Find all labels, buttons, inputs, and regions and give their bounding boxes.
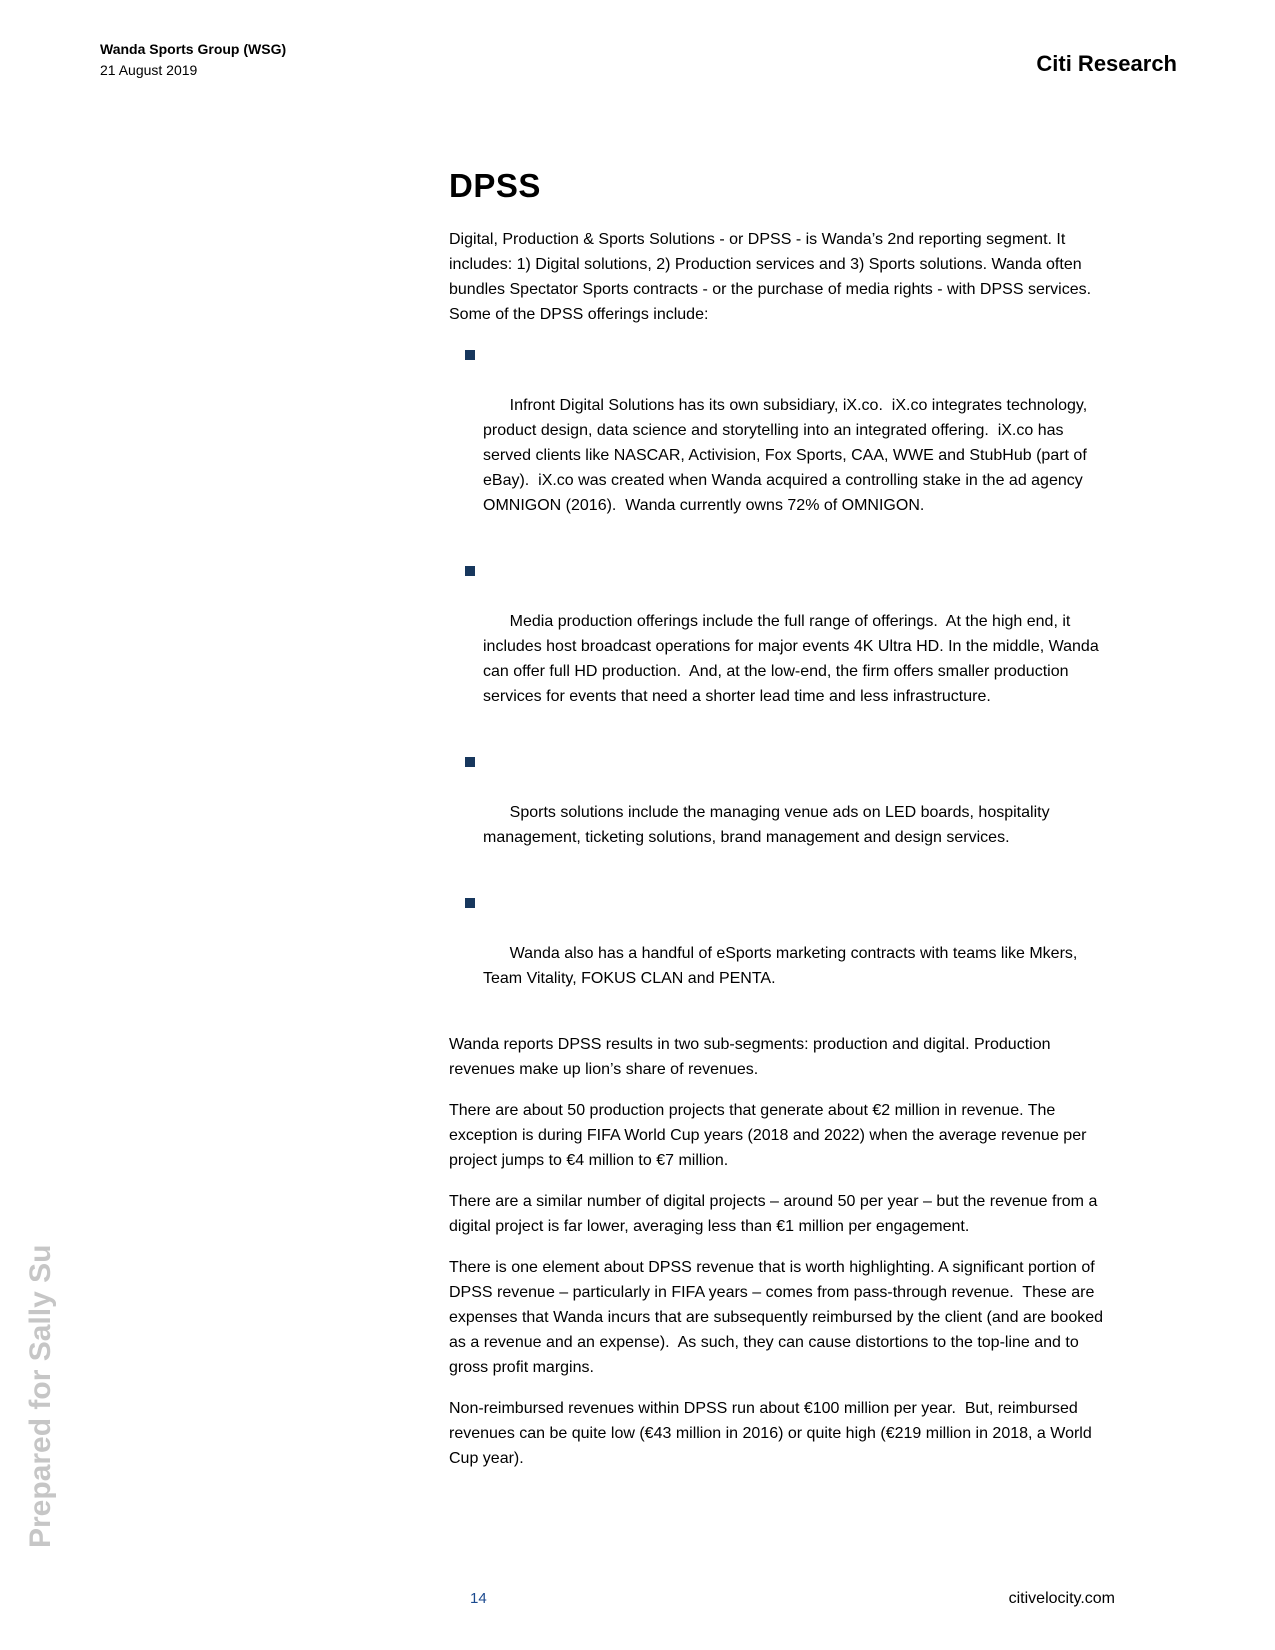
body-paragraph: There is one element about DPSS revenue that is worth highlighting. A significant portion of DPSS revenue – particularly in FIFA years – comes from pass-through revenue. These are expenses that Wanda incurs that are subsequently reimbursed by the client (and are booked as a revenue and an expense). As such, they can cause distortions to the top-line and to gross profit margins. bbox=[449, 1259, 1108, 1376]
page-number: 14 bbox=[470, 1590, 487, 1607]
prepared-for-watermark: Prepared for Sally Su bbox=[24, 1244, 57, 1548]
bullet-list bbox=[449, 343, 1115, 1016]
bullet-item bbox=[449, 891, 1115, 1016]
intro-paragraph: Digital, Production & Sports Solutions - or DPSS - is Wanda’s 2nd reporting segment. It includes: 1) Digital solutions, 2) Production services and 3) Sports solutions. Wanda often bundles Spectator Sports contracts - or the purchase of media rights - with DPSS services. Some of the DPSS offerings include: bbox=[449, 231, 1096, 323]
company-name: Wanda Sports Group (WSG) bbox=[100, 41, 287, 57]
document-body bbox=[449, 166, 1115, 1487]
research-brand: Citi Research bbox=[1036, 51, 1177, 76]
body-paragraph: There are a similar number of digital projects – around 50 per year – but the revenue from a digital project is far lower, averaging less than €1 million per engagement. bbox=[449, 1193, 1102, 1235]
bullet-text: Wanda also has a handful of eSports marketing contracts with teams like Mkers, Team Vitality, FOKUS CLAN and PENTA. bbox=[483, 945, 1082, 987]
bullet-item bbox=[449, 343, 1115, 543]
bullet-square-icon bbox=[465, 566, 475, 576]
bullet-square-icon bbox=[465, 350, 475, 360]
bullet-text: Sports solutions include the managing venue ads on LED boards, hospitality management, ticketing solutions, brand management and design services. bbox=[483, 804, 1055, 846]
body-paragraph: There are about 50 production projects that generate about €2 million in revenue. The exception is during FIFA World Cup years (2018 and 2022) when the average revenue per project jumps to €4 million to €7 million. bbox=[449, 1102, 1091, 1169]
bullet-item bbox=[449, 559, 1115, 734]
body-paragraph: Non-reimbursed revenues within DPSS run about €100 million per year. But, reimbursed revenues can be quite low (€43 million in 2016) or quite high (€219 million in 2018, a World Cup year). bbox=[449, 1400, 1097, 1467]
bullet-text: Media production offerings include the full range of offerings. At the high end, it includes host broadcast operations for major events 4K Ultra HD. In the middle, Wanda can offer full HD production. And, at the low-end, the firm offers smaller production services for events that need a shorter lead time and less infrastructure. bbox=[483, 613, 1104, 705]
footer-site-link[interactable]: citivelocity.com bbox=[1008, 1590, 1115, 1607]
body-paragraph: Wanda reports DPSS results in two sub-segments: production and digital. Production revenues make up lion’s share of revenues. bbox=[449, 1036, 1055, 1078]
report-header bbox=[100, 39, 286, 81]
page-title: DPSS bbox=[449, 167, 541, 204]
bullet-square-icon bbox=[465, 757, 475, 767]
bullet-text: Infront Digital Solutions has its own subsidiary, iX.co. iX.co integrates technology, product design, data science and storytelling into an integrated offering. iX.co has served clients like NASCAR, Activision, Fox Sports, CAA, WWE and StubHub (part of eBay). iX.co was created when Wanda acquired a controlling stake in the ad agency OMNIGON (2016). Wanda currently owns 72% of OMNIGON. bbox=[483, 397, 1092, 514]
report-date: 21 August 2019 bbox=[100, 62, 198, 78]
bullet-item bbox=[449, 750, 1115, 875]
bullet-square-icon bbox=[465, 898, 475, 908]
